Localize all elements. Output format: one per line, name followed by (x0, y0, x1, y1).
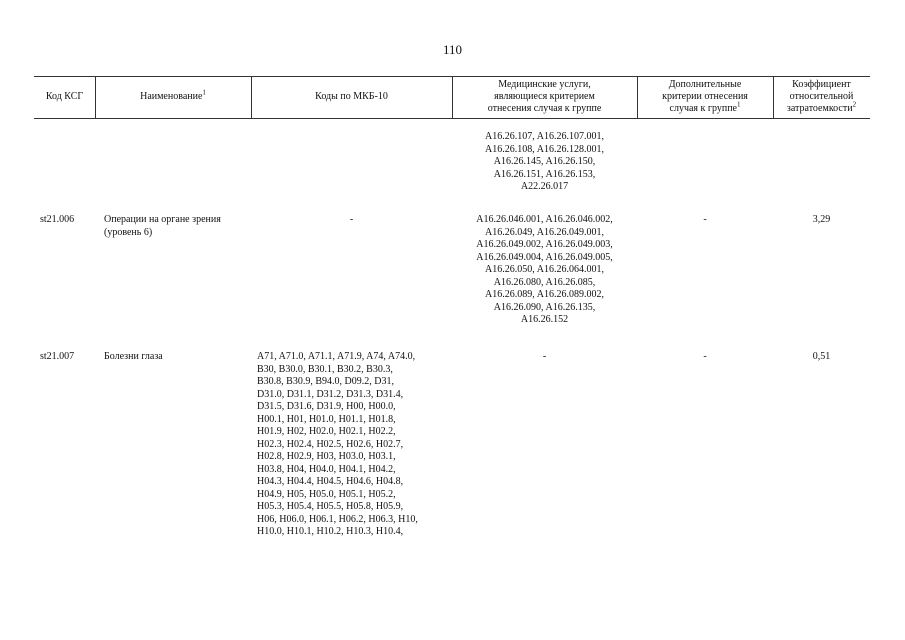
row-mkb-codes: A71, A71.0, A71.1, A71.9, A74, A74.0, B30, B30.0, B30.1, B30.2, B30.3, B30.8, B30.9, B94.0, D09.2, D31, D31.0, D31.1, D31.2, D31.3, D31.4, D31.5, D31.6, D31.9, H00, H00.0, H00.1, H01, H01.0, H01.1, H01.8, H01.9, H02, H02.0, H02.1, H02.2, H02.3, H02.4, H02.5, H02.6, H02.7, H02.8, H02.9, H03, H03.0, H03.1, H03.8, H04, H04.0, H04.1, H04.2, H04.3, H04.4, H04.5, H04.6, H04.8, H04.9, H05, H05.0, H05.1, H05.2, H05.3, H05.4, H05.5, H05.8, H05.9, H06, H06.0, H06.1, H06.2, H06.3, H10, H10.0, H10.1, H10.2, H10.3, H10.4, (257, 351, 418, 537)
header-extra-criteria: Дополнительные критерии отнесения случая к группе$^1$ (662, 79, 748, 114)
row-code: st21.007 (40, 351, 75, 362)
header-coefficient: Коэффициент относительной затратоемкости$^2$ (786, 79, 857, 114)
row-extra-criteria: - (703, 214, 707, 225)
row-services: A16.26.107, A16.26.107.001, A16.26.108, A16.26.128.001, A16.26.145, A16.26.150, A16.26.151, A16.26.153, A22.26.017 (485, 131, 604, 192)
header-mkb-codes: Коды по МКБ-10 (315, 91, 388, 102)
page-number: 110 (442, 42, 463, 57)
row-coefficient: 0,51 (812, 351, 831, 362)
row-extra-criteria: - (703, 351, 707, 362)
row-code: st21.006 (40, 214, 75, 225)
row-coefficient: 3,29 (812, 214, 831, 225)
header-medical-services: Медицинские услуги, являющиеся критерием отнесения случая к группе (487, 79, 602, 114)
footnote-mark: 1 (736, 100, 741, 109)
footnote-mark: 1 (202, 88, 206, 97)
row-mkb-codes: - (349, 214, 354, 225)
header-name: Наименование$^1$ (140, 88, 206, 102)
row-services: - (542, 351, 547, 362)
footnote-mark: 2 (852, 100, 857, 109)
row-name: Операции на органе зрения (уровень 6) (104, 214, 221, 238)
row-services: A16.26.046.001, A16.26.046.002, A16.26.049, A16.26.049.001, A16.26.049.002, A16.26.049.003, A16.26.049.004, A16.26.049.005, A16.26.050, A16.26.064.001, A16.26.080, A16.26.085, A16.26.089, A16.26.089.002, A16.26.090, A16.26.135, A16.26.152 (476, 214, 613, 325)
row-name: Болезни глаза (104, 351, 163, 362)
header-code: Код КСГ (45, 91, 84, 102)
